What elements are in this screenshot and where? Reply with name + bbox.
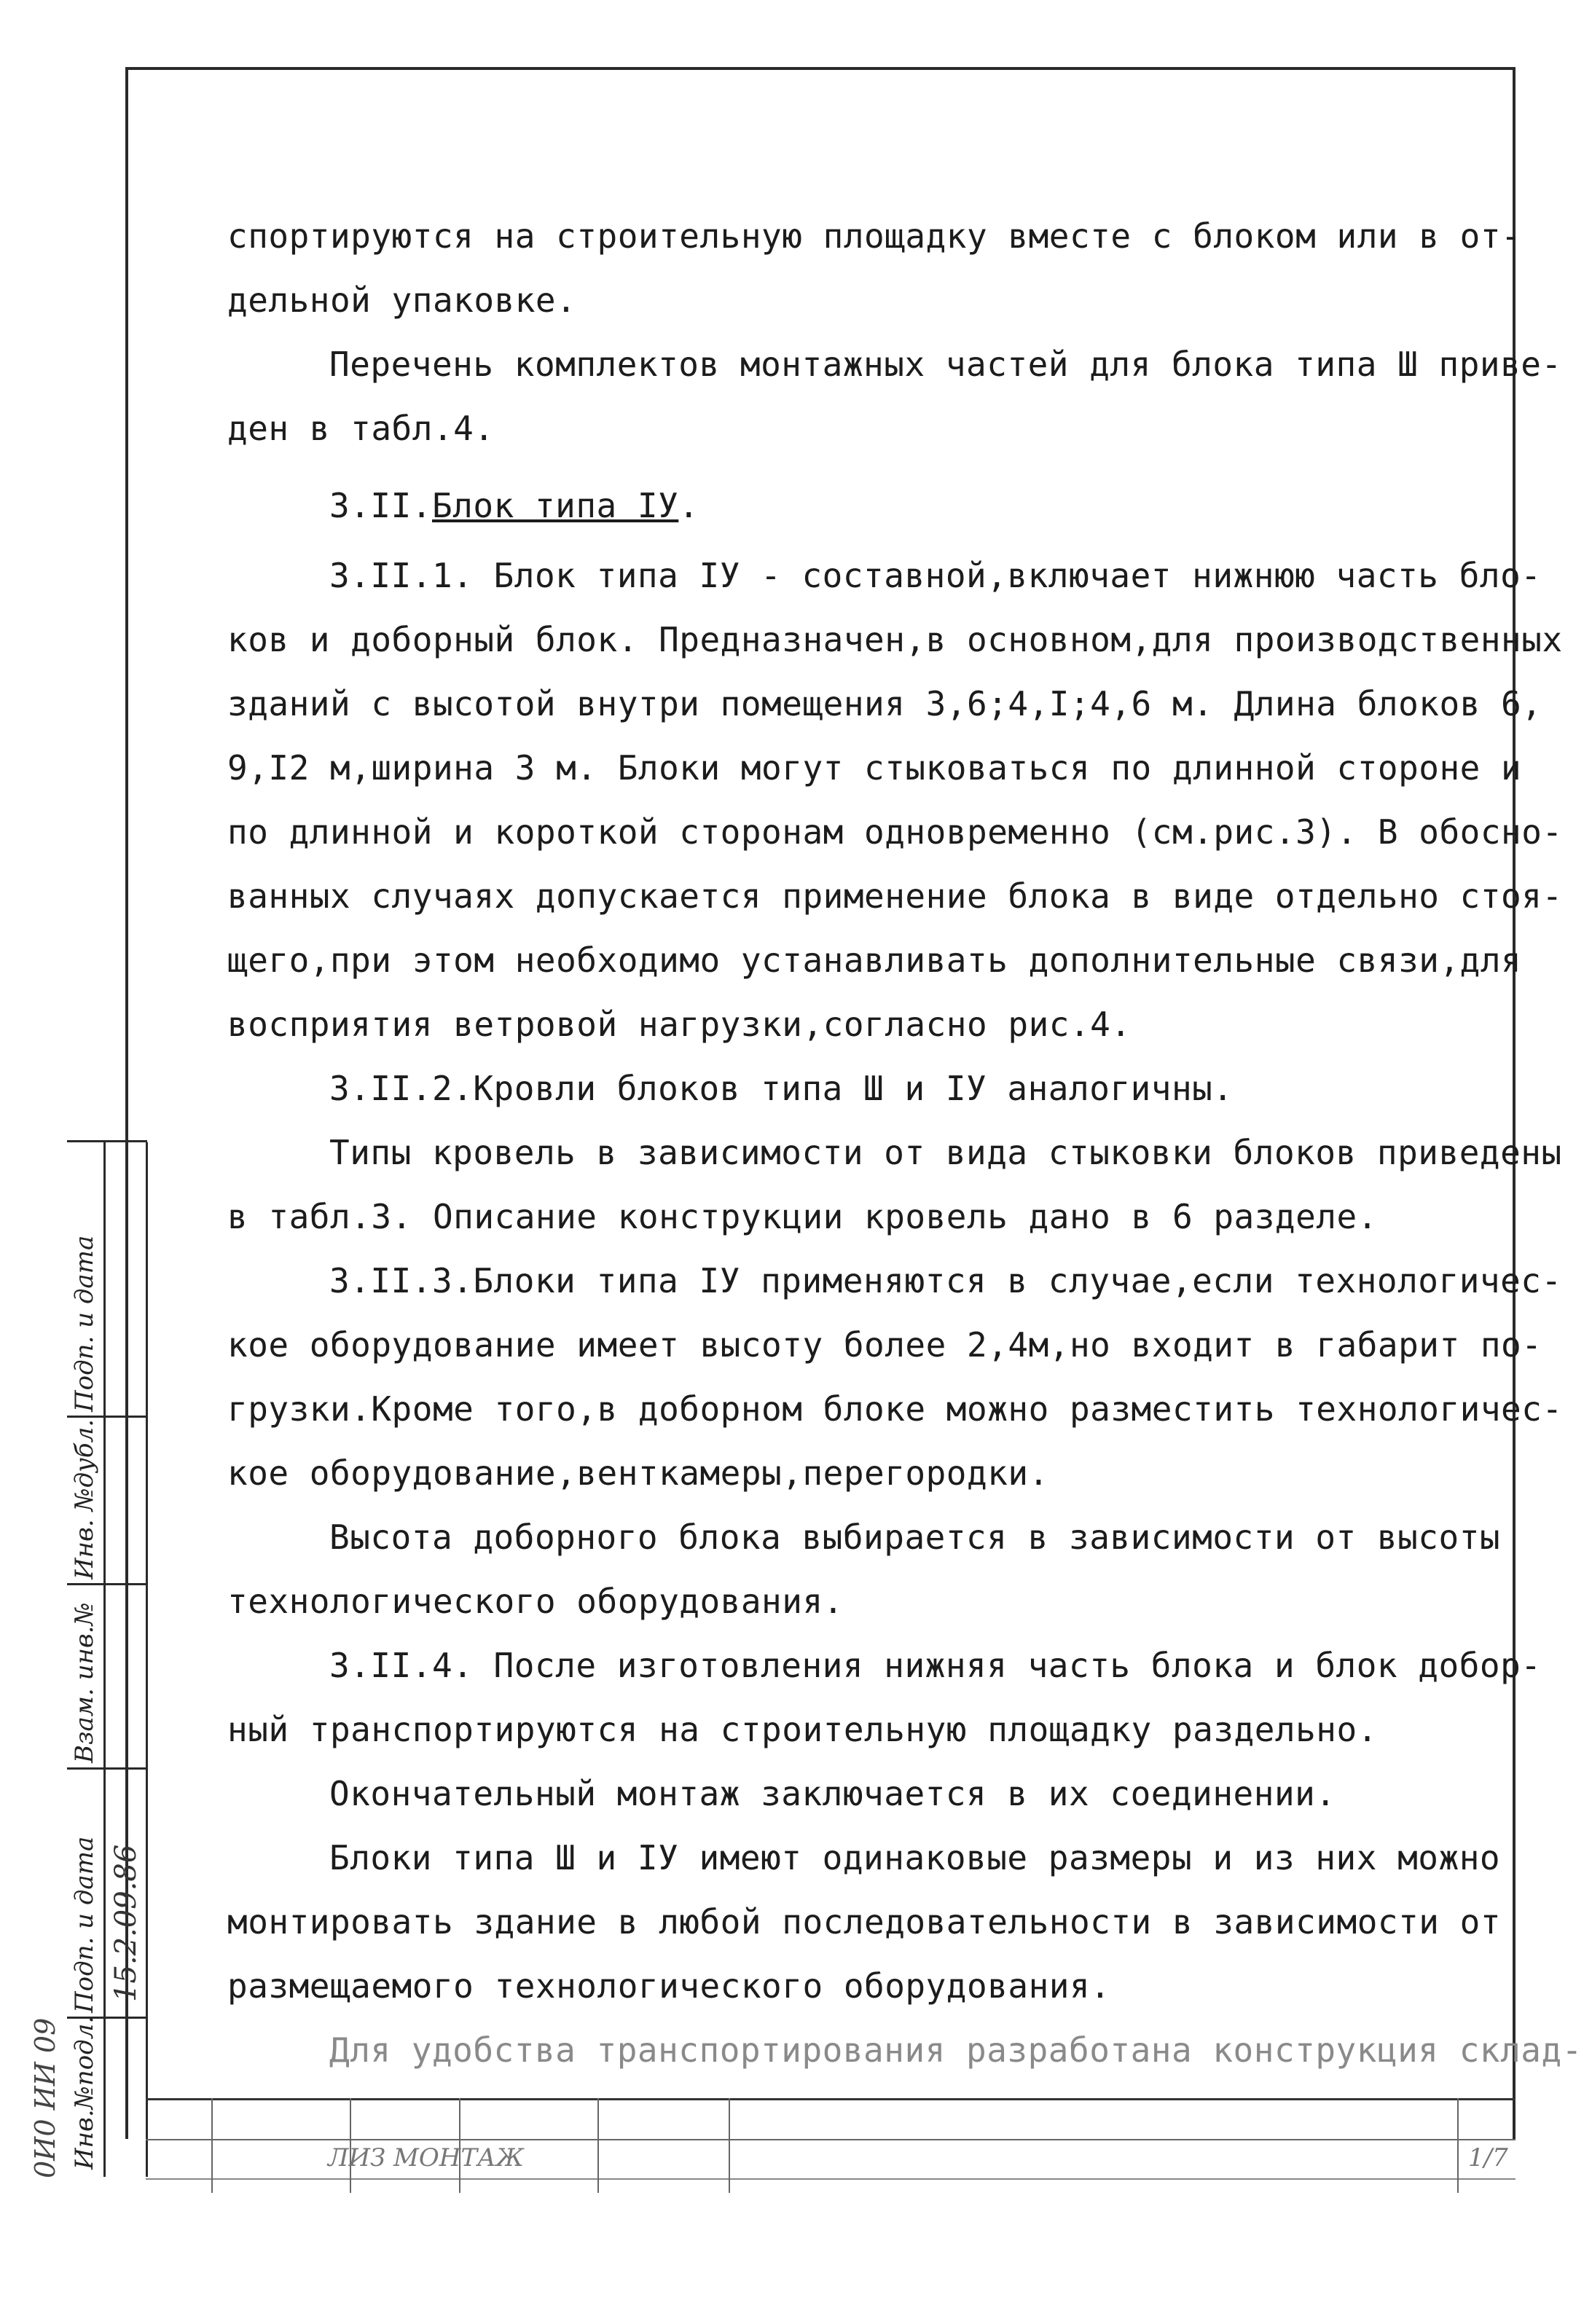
- stamp-label: Подп. и дата: [70, 1836, 99, 2013]
- text-line: спортируются на строительную площадку вместе с блоком или в от-: [227, 216, 1522, 256]
- page-mark: 1/7: [1468, 2143, 1508, 2172]
- text-line: 9,I2 м,ширина 3 м. Блоки могут стыковаться по длинной стороне и: [227, 748, 1522, 788]
- section-number: 3.II.: [329, 486, 432, 525]
- text-line: Перечень комплектов монтажных частей для блока типа Ш приве-: [329, 345, 1562, 384]
- text-line: размещаемого технологического оборудования.: [227, 1966, 1111, 2006]
- stamp-label: Взам. инв.№: [70, 1602, 99, 1763]
- handwritten-date: 15.2.09.86: [109, 1844, 143, 2002]
- text-line: 3.II.3.Блоки типа IУ применяются в случае,если технологичес-: [329, 1261, 1562, 1300]
- text-line: технологического оборудования.: [227, 1582, 844, 1621]
- text-line: 3.II.2.Кровли блоков типа Ш и IУ аналогичны.: [329, 1069, 1234, 1108]
- text-line: Высота доборного блока выбирается в зависимости от высоты: [329, 1518, 1501, 1557]
- title-block-line: [146, 2098, 1515, 2100]
- text-line: Окончательный монтаж заключается в их соединении.: [329, 1774, 1336, 1813]
- title-block-line: [146, 2178, 1515, 2180]
- text-line: по длинной и короткой сторонам одновременно (см.рис.3). В обосно-: [227, 812, 1563, 852]
- title-block-line: [146, 2139, 1515, 2140]
- title-block-divider: [729, 2098, 730, 2193]
- text-line: ванных случаях допускается применение блока в виде отдельно стоя-: [227, 876, 1563, 916]
- text-line: грузки.Кроме того,в доборном блоке можно разместить технологичес-: [227, 1389, 1563, 1429]
- title-block-divider: [1457, 2098, 1459, 2193]
- margin-stamp: [67, 1140, 147, 2177]
- text-line: кое оборудование,венткамеры,перегородки.: [227, 1453, 1049, 1493]
- section-title: Блок типа IУ: [431, 486, 679, 525]
- section-heading-end: .: [678, 486, 699, 525]
- title-block-divider: [211, 2098, 213, 2193]
- stamp-label: Инв. №дубл.: [70, 1418, 99, 1579]
- section-heading: [227, 474, 1510, 538]
- title-block-divider: [597, 2098, 599, 2193]
- text-line: Блоки типа Ш и IУ имеют одинаковые размеры и из них можно: [329, 1838, 1501, 1877]
- text-line: ков и доборный блок. Предназначен,в основном,для производственных: [227, 620, 1563, 659]
- text-line: дельной упаковке.: [227, 280, 577, 320]
- text-line: щего,при этом необходимо устанавливать дополнительные связи,для: [227, 941, 1522, 980]
- text-line: 3.II.4. После изготовления нижняя часть блока и блок добор-: [329, 1646, 1542, 1685]
- text-line: восприятия ветровой нагрузки,согласно рис.4.: [227, 1005, 1132, 1044]
- title-block: [146, 2098, 1515, 2200]
- text-line-faded: Для удобства транспортирования разработана конструкция склад-: [329, 2030, 1583, 2070]
- document-body: [227, 204, 1583, 2082]
- text-line: ный транспортируются на строительную площадку раздельно.: [227, 1710, 1378, 1749]
- text-line: 3.II.1. Блок типа IУ - составной,включает нижнюю часть бло-: [329, 556, 1542, 595]
- text-line: кое оборудование имеет высоту более 2,4м,но входит в габарит по-: [227, 1325, 1542, 1365]
- text-line: в табл.3. Описание конструкции кровель дано в 6 разделе.: [227, 1197, 1378, 1236]
- text-line: Типы кровель в зависимости от вида стыковки блоков приведены: [329, 1133, 1562, 1172]
- text-line: зданий с высотой внутри помещения 3,6;4,I;4,6 м. Длина блоков 6,: [227, 684, 1542, 723]
- stamp-label: Подп. и дата: [70, 1235, 99, 1412]
- stamp-label: Инв.№подл.: [70, 2015, 99, 2170]
- text-line: ден в табл.4.: [227, 409, 495, 448]
- title-block-text: ЛИЗ МОНТАЖ: [328, 2143, 524, 2172]
- text-line: монтировать здание в любой последовательности в зависимости от: [227, 1902, 1502, 1942]
- outside-margin-mark: 0И0 ИИ 09: [29, 2017, 61, 2178]
